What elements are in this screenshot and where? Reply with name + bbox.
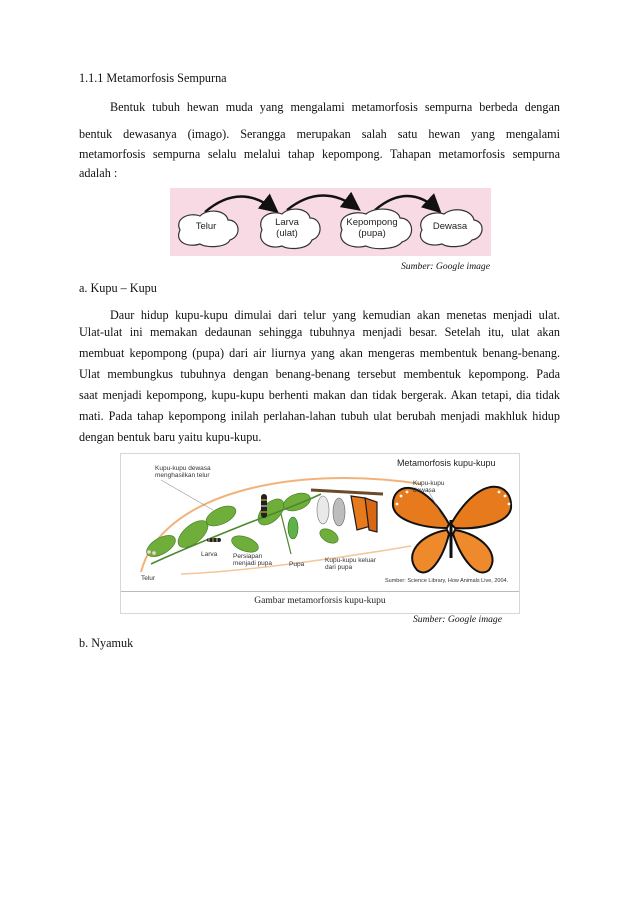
- subsection-a-heading: a. Kupu – Kupu: [79, 281, 157, 295]
- label-adult: Kupu-kupu dewasa: [413, 480, 445, 495]
- label-adult-produces-eggs: Kupu-kupu dewasa menghasilkan telur: [155, 465, 211, 480]
- kupu-line-1: Daur hidup kupu-kupu dimulai dari telur yang kemudian akan menetas menjadi ulat.: [110, 308, 560, 322]
- label-credit: Sumber: Science Library, How Animals Live, 2004.: [385, 578, 509, 584]
- intro-line-2: bentuk dewasanya (imago). Serangga merupakan salah satu hewan yang mengalami: [79, 127, 560, 141]
- kupu-line-3: membuat kepompong (pupa) dari air liurnya yang akan mengeras membentuk benang-benang.: [79, 346, 560, 360]
- stage-kepompong: Kepompong (pupa): [346, 217, 398, 239]
- butterfly-metamorphosis-figure: [120, 453, 520, 614]
- figure1-source: Sumber: Google image: [401, 261, 490, 272]
- intro-line-3: metamorfosis sempurna selalu melalui tahap kepompong. Tahapan metamorfosis sempurna: [79, 147, 560, 161]
- label-pupa: Pupa: [289, 561, 305, 568]
- label-emerging: Kupu-kupu keluar dari pupa: [325, 557, 376, 572]
- egg-mark: [147, 550, 151, 554]
- stage-telur: Telur: [195, 221, 217, 232]
- arrow-kepompong-dewasa: [375, 196, 438, 210]
- figure2-title: Metamorfosis kupu-kupu: [397, 458, 496, 468]
- pupa-mark: [288, 517, 298, 539]
- arrow-telur-larva: [205, 196, 275, 212]
- figure2-caption: Gambar metamorforsis kupu-kupu: [254, 596, 386, 606]
- label-egg: Telur: [141, 575, 156, 582]
- cycle-arc: [141, 478, 421, 572]
- caption-divider: [121, 591, 519, 592]
- stage-dewasa: Dewasa: [432, 221, 468, 232]
- kupu-line-6: mati. Pada tahap kepompong inilah perlahan-lahan tubuh ulat berubah menjadi makhluk hidup: [79, 409, 560, 423]
- adult-butterfly-mark: [393, 487, 511, 573]
- intro-line-4: adalah :: [79, 166, 118, 180]
- caterpillar-mark: [261, 494, 267, 518]
- kupu-line-5: saat menjadi kepompong, kupu-kupu berhenti makan dan tidak bergerak. Akan tetapi, dia tidak: [79, 388, 560, 402]
- metamorphosis-stages-figure: [170, 188, 491, 256]
- stage-larva: Larva (ulat): [275, 217, 299, 239]
- label-larva: Larva: [201, 551, 218, 558]
- section-title: Metamorfosis Sempurna: [106, 71, 227, 85]
- kupu-line-7: dengan bentuk baru yaitu kupu-kupu.: [79, 430, 262, 444]
- section-heading: [79, 72, 227, 84]
- label-prepupa: Persiapan menjadi pupa: [233, 553, 273, 568]
- larva-mark: [207, 538, 221, 542]
- arrow-larva-kepompong: [287, 195, 357, 210]
- emerging-butterfly-mark: [351, 496, 377, 532]
- section-number: 1.1.1: [79, 71, 104, 85]
- kupu-line-4: Ulat membungkus tubuhnya dengan benang-benang tersebut membentuk kepompong. Pada: [79, 367, 560, 381]
- intro-line-1: Bentuk tubuh hewan muda yang mengalami metamorfosis sempurna berbeda dengan: [110, 100, 560, 114]
- figure2-source: Sumber: Google image: [413, 614, 502, 625]
- kupu-line-2: Ulat-ulat ini memakan dedaunan sehingga tubuhnya menjadi besar. Setelah itu, ulat akan: [79, 325, 560, 339]
- subsection-b-heading: b. Nyamuk: [79, 636, 134, 650]
